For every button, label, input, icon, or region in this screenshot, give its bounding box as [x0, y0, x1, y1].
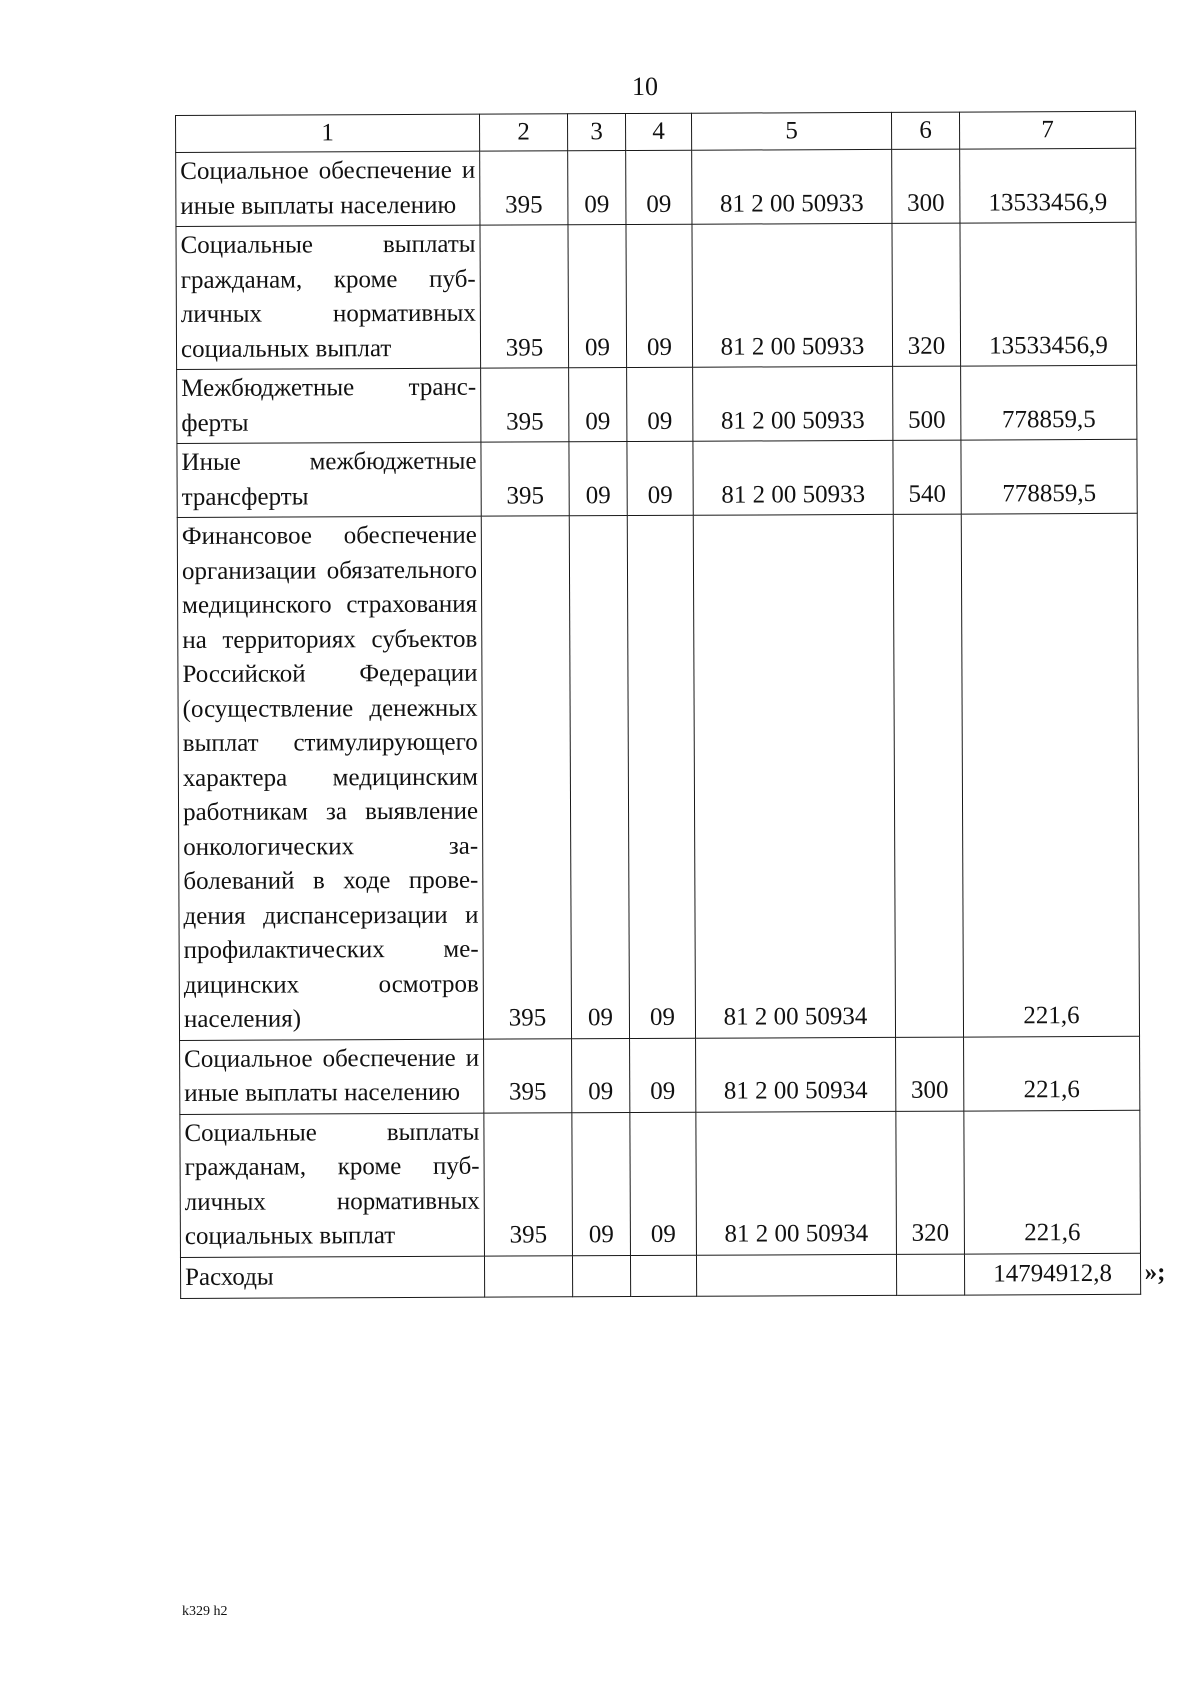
table-row — [176, 148, 1136, 226]
row-name: Социальное обеспечение и иные выплаты населению — [176, 151, 480, 226]
row-subsection: 09 — [630, 1038, 696, 1112]
total-empty-cell — [484, 1255, 572, 1296]
header-col-7: 7 — [959, 111, 1135, 149]
header-col-3: 3 — [567, 114, 625, 151]
row-type: 300 — [892, 149, 960, 223]
row-section: 09 — [568, 151, 626, 225]
row-amount: 13533456,9 — [960, 148, 1136, 223]
row-type: 540 — [893, 440, 961, 514]
total-amount: 14794912,8 — [964, 1253, 1140, 1295]
row-target: 81 2 00 50934 — [696, 1037, 896, 1112]
table-row — [177, 439, 1137, 517]
table-header — [176, 111, 1136, 152]
row-amount: 13533456,9 — [960, 222, 1137, 366]
table-row — [176, 222, 1137, 369]
total-empty-cell — [896, 1254, 964, 1295]
row-code: 395 — [484, 1038, 572, 1112]
row-section: 09 — [569, 368, 627, 442]
row-subsection: 09 — [627, 441, 693, 515]
table-row — [180, 1110, 1141, 1257]
table-row — [177, 365, 1137, 443]
row-type: 320 — [892, 223, 961, 366]
total-empty-cell — [696, 1254, 896, 1296]
row-amount: 221,6 — [964, 1110, 1141, 1254]
table-row — [177, 513, 1139, 1040]
header-col-6: 6 — [891, 112, 959, 149]
row-section: 09 — [569, 442, 627, 516]
table-row — [180, 1036, 1140, 1114]
row-name: Иные межбюджетные трансферты — [177, 442, 481, 517]
total-row — [180, 1253, 1140, 1298]
row-name: Межбюджетные трансферты — [177, 368, 481, 443]
row-name: Социальные выплаты гражданам, кроме публичных нормативных социальных выплат — [180, 1113, 485, 1257]
row-section: 09 — [568, 225, 627, 368]
row-code: 395 — [481, 442, 569, 516]
footer-document-code: k329 h2 — [182, 1604, 228, 1619]
row-name: Финансовое обеспечение организации обязательного медицинского страхования на территориях субъектов Российской Федерации (осуществление денежных выплат стимулирующего характера медицинским работникам за выявление онкологических заболеваний в ходе проведения диспансеризации и профилактических медицинских осмотров населения) — [177, 516, 483, 1040]
row-type: 500 — [893, 366, 961, 440]
row-section: 09 — [572, 1038, 630, 1112]
row-section: 09 — [569, 516, 629, 1039]
header-col-5: 5 — [691, 112, 891, 150]
row-subsection: 09 — [626, 224, 693, 367]
row-subsection: 09 — [630, 1112, 697, 1255]
row-target: 81 2 00 50933 — [693, 440, 893, 515]
total-label: Расходы — [180, 1256, 484, 1298]
row-amount: 221,6 — [961, 513, 1139, 1036]
row-type: 320 — [896, 1111, 965, 1254]
row-code: 395 — [480, 151, 568, 225]
row-type — [893, 514, 963, 1037]
row-target: 81 2 00 50934 — [693, 514, 895, 1037]
page-number: 10 — [632, 72, 658, 101]
total-empty-cell — [572, 1255, 630, 1296]
row-code: 395 — [481, 368, 569, 442]
row-target: 81 2 00 50933 — [692, 149, 892, 224]
header-row — [176, 111, 1136, 152]
table-body — [176, 148, 1141, 1298]
budget-table — [175, 111, 1141, 1299]
header-col-4: 4 — [625, 113, 691, 150]
row-name: Социальные выплаты гражданам, кроме публичных нормативных социальных выплат — [176, 225, 481, 369]
total-empty-cell — [630, 1255, 696, 1296]
row-subsection: 09 — [626, 150, 692, 224]
row-code: 395 — [481, 516, 571, 1039]
closing-quote-mark: »; — [1144, 1258, 1166, 1286]
row-subsection: 09 — [627, 367, 693, 441]
header-col-2: 2 — [479, 114, 567, 151]
row-code: 395 — [480, 225, 569, 368]
row-target: 81 2 00 50933 — [692, 223, 893, 367]
row-subsection: 09 — [627, 515, 695, 1038]
header-col-1: 1 — [176, 114, 480, 152]
row-amount: 778859,5 — [961, 439, 1137, 514]
row-code: 395 — [484, 1112, 573, 1255]
row-type: 300 — [896, 1037, 964, 1111]
row-target: 81 2 00 50933 — [693, 366, 893, 441]
row-amount: 778859,5 — [961, 365, 1137, 440]
row-section: 09 — [572, 1112, 631, 1255]
row-target: 81 2 00 50934 — [696, 1111, 897, 1255]
row-name: Социальное обеспечение и иные выплаты населению — [180, 1039, 484, 1114]
row-amount: 221,6 — [964, 1036, 1140, 1111]
